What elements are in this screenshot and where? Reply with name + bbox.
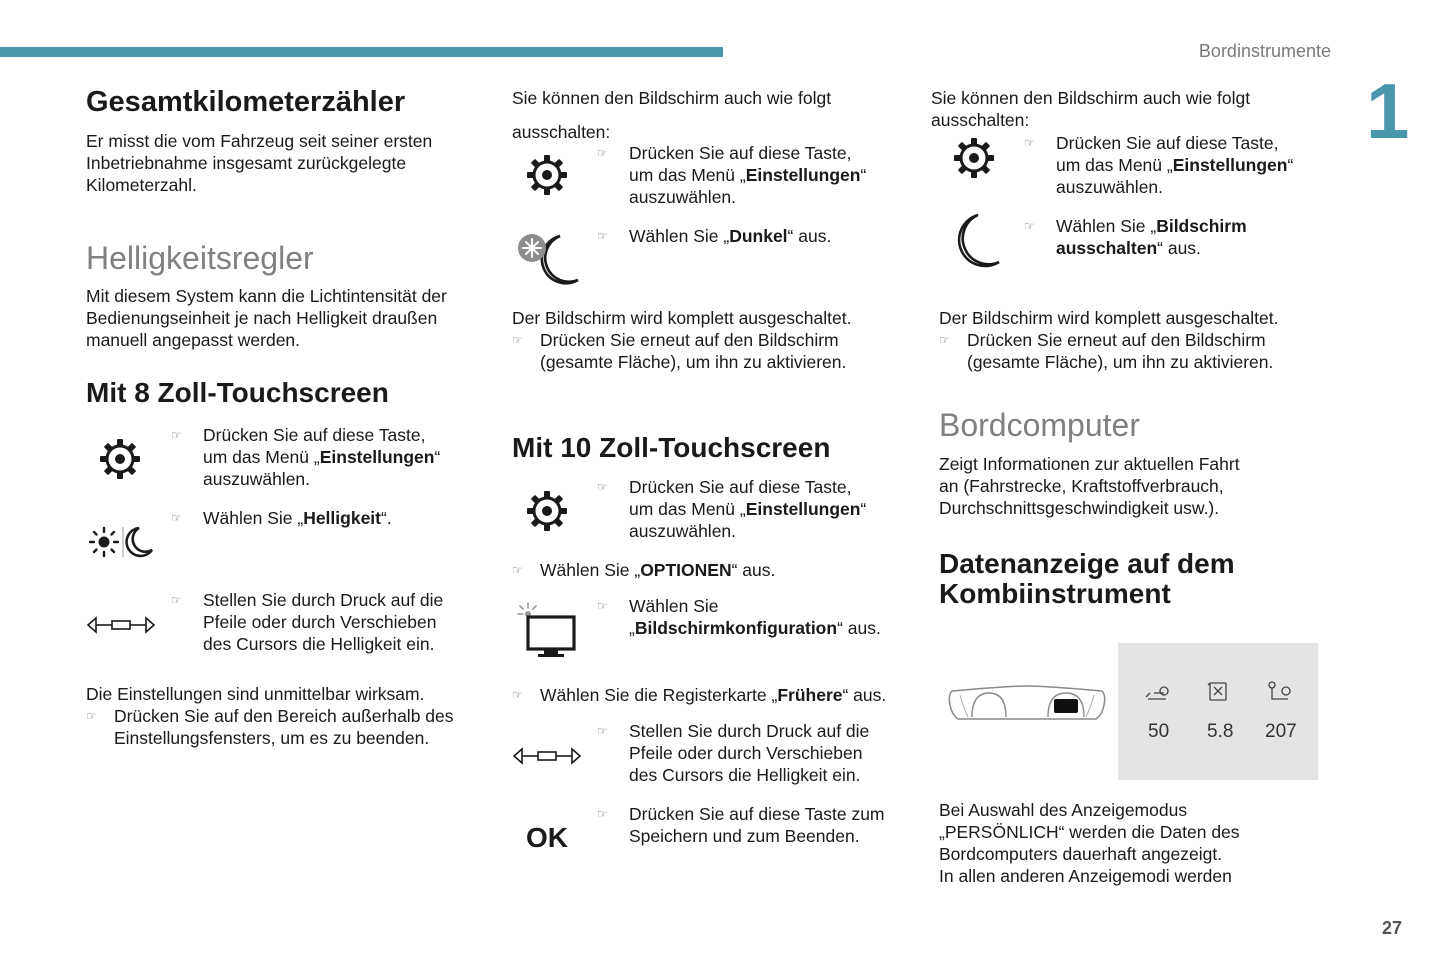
trip-computer-title: Bordcomputer <box>939 407 1140 443</box>
trip-computer-text: Zeigt Informationen zur aktuellen Fahrt an (Fahrstrecke, Kraftstoffverbrauch, Durchschnittsgeschwindigkeit usw.). <box>939 454 1240 518</box>
odometer-title: Gesamtkilometerzähler <box>86 86 406 118</box>
bullet-icon: ☞ <box>597 599 608 613</box>
bullet-icon: ☞ <box>597 146 608 160</box>
section-name: Bordinstrumente <box>1198 41 1331 61</box>
col3-step1: ☞ Drücken Sie auf diese Taste, um das Menü „Einstellungen“ auszuwählen. <box>1024 133 1294 197</box>
bullet-icon: ☞ <box>86 709 97 723</box>
ok-button-label: OK <box>526 822 568 853</box>
bullet-icon: ☞ <box>171 593 182 607</box>
bullet-icon: ☞ <box>512 333 523 347</box>
col2-intro-line2: ausschalten: <box>512 122 611 142</box>
col2-intro-line1: Sie können den Bildschirm auch wie folgt <box>512 88 832 108</box>
touch10-step6: ☞ Drücken Sie auf diese Taste zum Speichern und zum Beenden. <box>597 804 885 846</box>
col2-step2: ☞ Wählen Sie „Dunkel“ aus. <box>597 226 832 246</box>
cluster-display-title: Datenanzeige auf dem Kombiinstrument <box>939 548 1235 609</box>
cluster-display-text: Bei Auswahl des Anzeigemodus „PERSÖNLICH“ werden die Daten des Bordcomputers dauerhaft angezeigt. In allen anderen Anzeigemodi werden <box>939 800 1240 886</box>
touch8-note: Die Einstellungen sind unmittelbar wirksam. <box>86 684 425 704</box>
touch10-step3: ☞ Wählen Sie „Bildschirmkonfiguration“ aus. <box>597 596 881 638</box>
moon-icon <box>948 212 1002 270</box>
header-accent-bar <box>0 47 723 57</box>
slider-icon <box>86 616 156 634</box>
brightness-title: Helligkeitsregler <box>86 240 314 276</box>
touch8-step4: ☞ Drücken Sie auf den Bereich außerhalb des Einstellungsfensters, um es zu beenden. <box>86 706 454 748</box>
instrument-cluster-icon <box>946 683 1108 725</box>
gear-icon <box>526 490 568 532</box>
sun-moon-icon <box>87 524 155 560</box>
touch10-title: Mit 10 Zoll-Touchscreen <box>512 432 831 463</box>
dark-mode-moon-icon <box>516 232 582 288</box>
touch8-step3: ☞ Stellen Sie durch Druck auf die Pfeile oder durch Verschieben des Cursors die Helligkeit ein. <box>171 590 444 654</box>
odometer-text: Er misst die vom Fahrzeug seit seiner ersten Inbetriebnahme insgesamt zurückgelegte Kilometerzahl. <box>86 131 433 195</box>
bullet-icon: ☞ <box>597 724 608 738</box>
touch8-title: Mit 8 Zoll-Touchscreen <box>86 377 389 408</box>
range-icon <box>1144 681 1172 703</box>
gear-icon <box>99 438 141 480</box>
touch10-step1: ☞ Drücken Sie auf diese Taste, um das Menü „Einstellungen“ auszuwählen. <box>597 477 867 541</box>
chapter-number: 1 <box>1366 67 1410 155</box>
screen-brightness-icon <box>514 601 580 659</box>
bullet-icon: ☞ <box>512 563 523 577</box>
touch8-step2: ☞ Wählen Sie „Helligkeit“. <box>171 508 392 528</box>
col2-reactivate: ☞ Drücken Sie erneut auf den Bildschirm (gesamte Fläche), um ihn zu aktivieren. <box>512 330 847 372</box>
col3-intro: Sie können den Bildschirm auch wie folgt ausschalten: <box>931 88 1251 130</box>
distance-route-icon <box>1266 679 1294 703</box>
page-number: 27 <box>1382 918 1403 938</box>
col3-off-note: Der Bildschirm wird komplett ausgeschaltet. <box>939 308 1279 328</box>
bullet-icon: ☞ <box>939 333 950 347</box>
touch10-step2: ☞ Wählen Sie „OPTIONEN“ aus. <box>512 560 776 580</box>
touch10-step5: ☞ Stellen Sie durch Druck auf die Pfeile oder durch Verschieben des Cursors die Helligkeit ein. <box>597 721 870 785</box>
bullet-icon: ☞ <box>1024 219 1035 233</box>
gear-icon <box>526 154 568 196</box>
trip-data-panel <box>1118 643 1318 780</box>
bullet-icon: ☞ <box>512 688 523 702</box>
trip-value-range: 50 <box>1148 721 1170 742</box>
bullet-icon: ☞ <box>1024 136 1035 150</box>
touch8-step1: ☞ Drücken Sie auf diese Taste, um das Menü „Einstellungen“ auszuwählen. <box>171 425 441 489</box>
gear-icon <box>953 137 995 179</box>
trip-value-distance: 207 <box>1265 721 1297 742</box>
trip-value-consumption: 5.8 <box>1207 721 1234 742</box>
col3-step2: ☞ Wählen Sie „Bildschirm ausschalten“ aus. <box>1024 216 1247 258</box>
bullet-icon: ☞ <box>597 807 608 821</box>
col2-step1: ☞ Drücken Sie auf diese Taste, um das Menü „Einstellungen“ auszuwählen. <box>597 143 867 207</box>
fuel-consumption-icon <box>1206 679 1232 703</box>
slider-icon <box>512 747 582 765</box>
bullet-icon: ☞ <box>597 229 608 243</box>
col3-reactivate: ☞ Drücken Sie erneut auf den Bildschirm (gesamte Fläche), um ihn zu aktivieren. <box>939 330 1274 372</box>
bullet-icon: ☞ <box>171 428 182 442</box>
col2-off-note: Der Bildschirm wird komplett ausgeschaltet. <box>512 308 852 328</box>
bullet-icon: ☞ <box>597 480 608 494</box>
brightness-text: Mit diesem System kann die Lichtintensität der Bedienungseinheit je nach Helligkeit draußen manuell angepasst werden. <box>86 286 447 350</box>
bullet-icon: ☞ <box>171 511 182 525</box>
touch10-step4: ☞ Wählen Sie die Registerkarte „Frühere“ aus. <box>512 685 887 705</box>
